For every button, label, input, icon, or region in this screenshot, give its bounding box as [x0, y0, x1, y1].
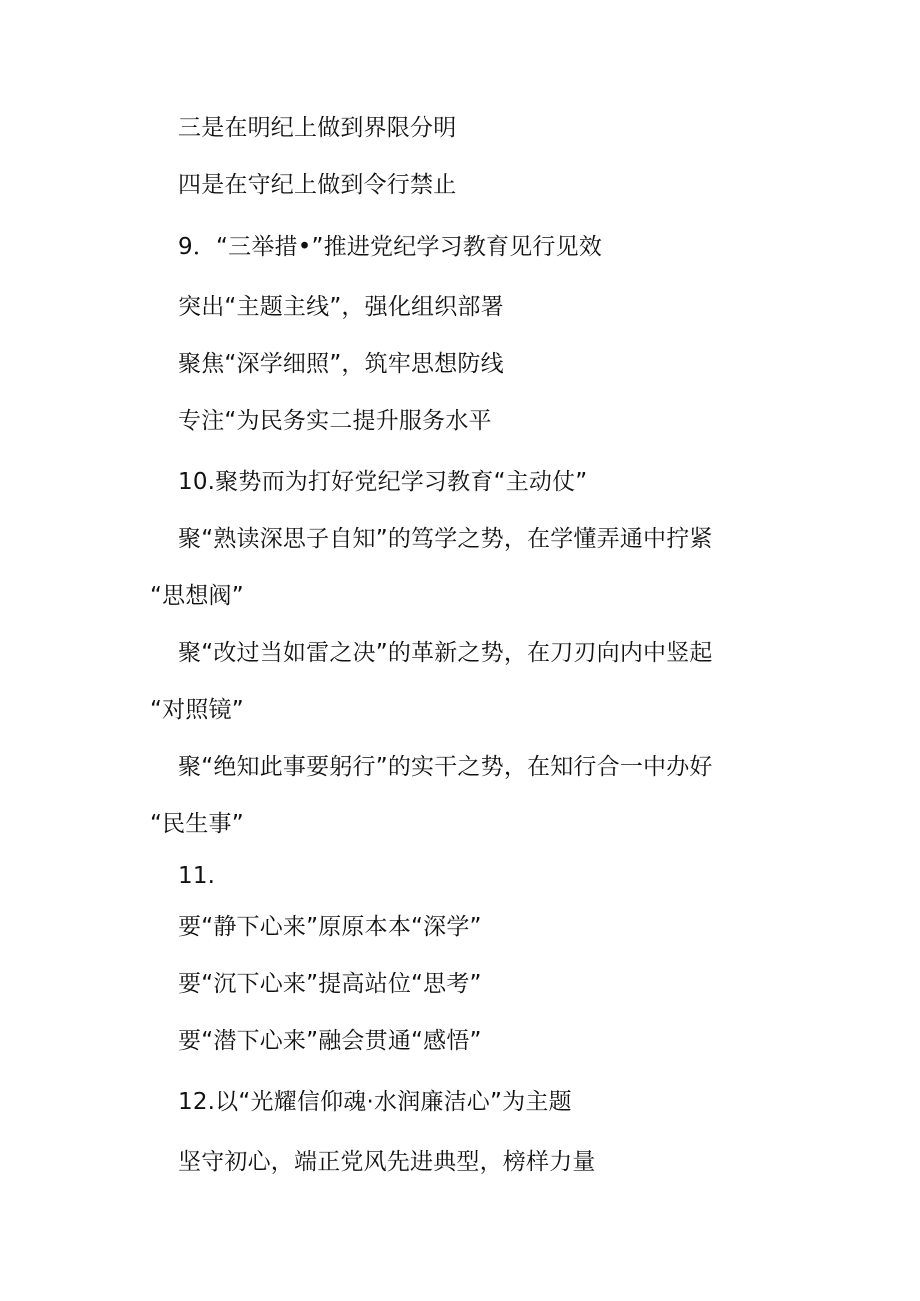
text-line-2: 四是在守纪上做到令行禁止 — [178, 172, 457, 198]
text-line-5: 聚焦“深学细照”，筑牢思想防线 — [178, 351, 504, 377]
text-line-15: 要“静下心来”原原本本“深学” — [178, 914, 482, 940]
text-line-16: 要“沉下心来”提高站位“思考” — [178, 971, 482, 997]
text-line-6: 专注“为民务实二提升服务水平 — [178, 408, 492, 434]
text-line-12: 聚“绝知此事要躬行”的实干之势，在知行合一中办好 — [178, 754, 713, 780]
text-line-8: 聚“熟读深思子自知”的笃学之势，在学懂弄通中拧紧 — [178, 526, 713, 552]
text-line-19: 坚守初心，端正党风先进典型，榜样力量 — [178, 1149, 596, 1175]
text-line-9: “思想阀” — [150, 583, 244, 609]
text-line-17: 要“潜下心来”融会贯通“感悟” — [178, 1028, 482, 1054]
text-line-1: 三是在明纪上做到界限分明 — [178, 115, 457, 141]
heading-9: 9．“三举措•”推进党纪学习教育见行见效 — [178, 234, 603, 260]
text-line-13: “民生事” — [150, 811, 244, 837]
text-line-4: 突出“主题主线”，强化组织部署 — [178, 294, 504, 320]
heading-10: 10.聚势而为打好党纪学习教育“主动仗” — [178, 469, 588, 495]
heading-12: 12.以“光耀信仰魂·水润廉洁心”为主题 — [178, 1089, 572, 1115]
text-line-10: 聚“改过当如雷之决”的革新之势，在刀刃向内中竖起 — [178, 640, 713, 666]
text-line-11: “对照镜” — [150, 697, 244, 723]
heading-11: 11. — [178, 863, 216, 889]
